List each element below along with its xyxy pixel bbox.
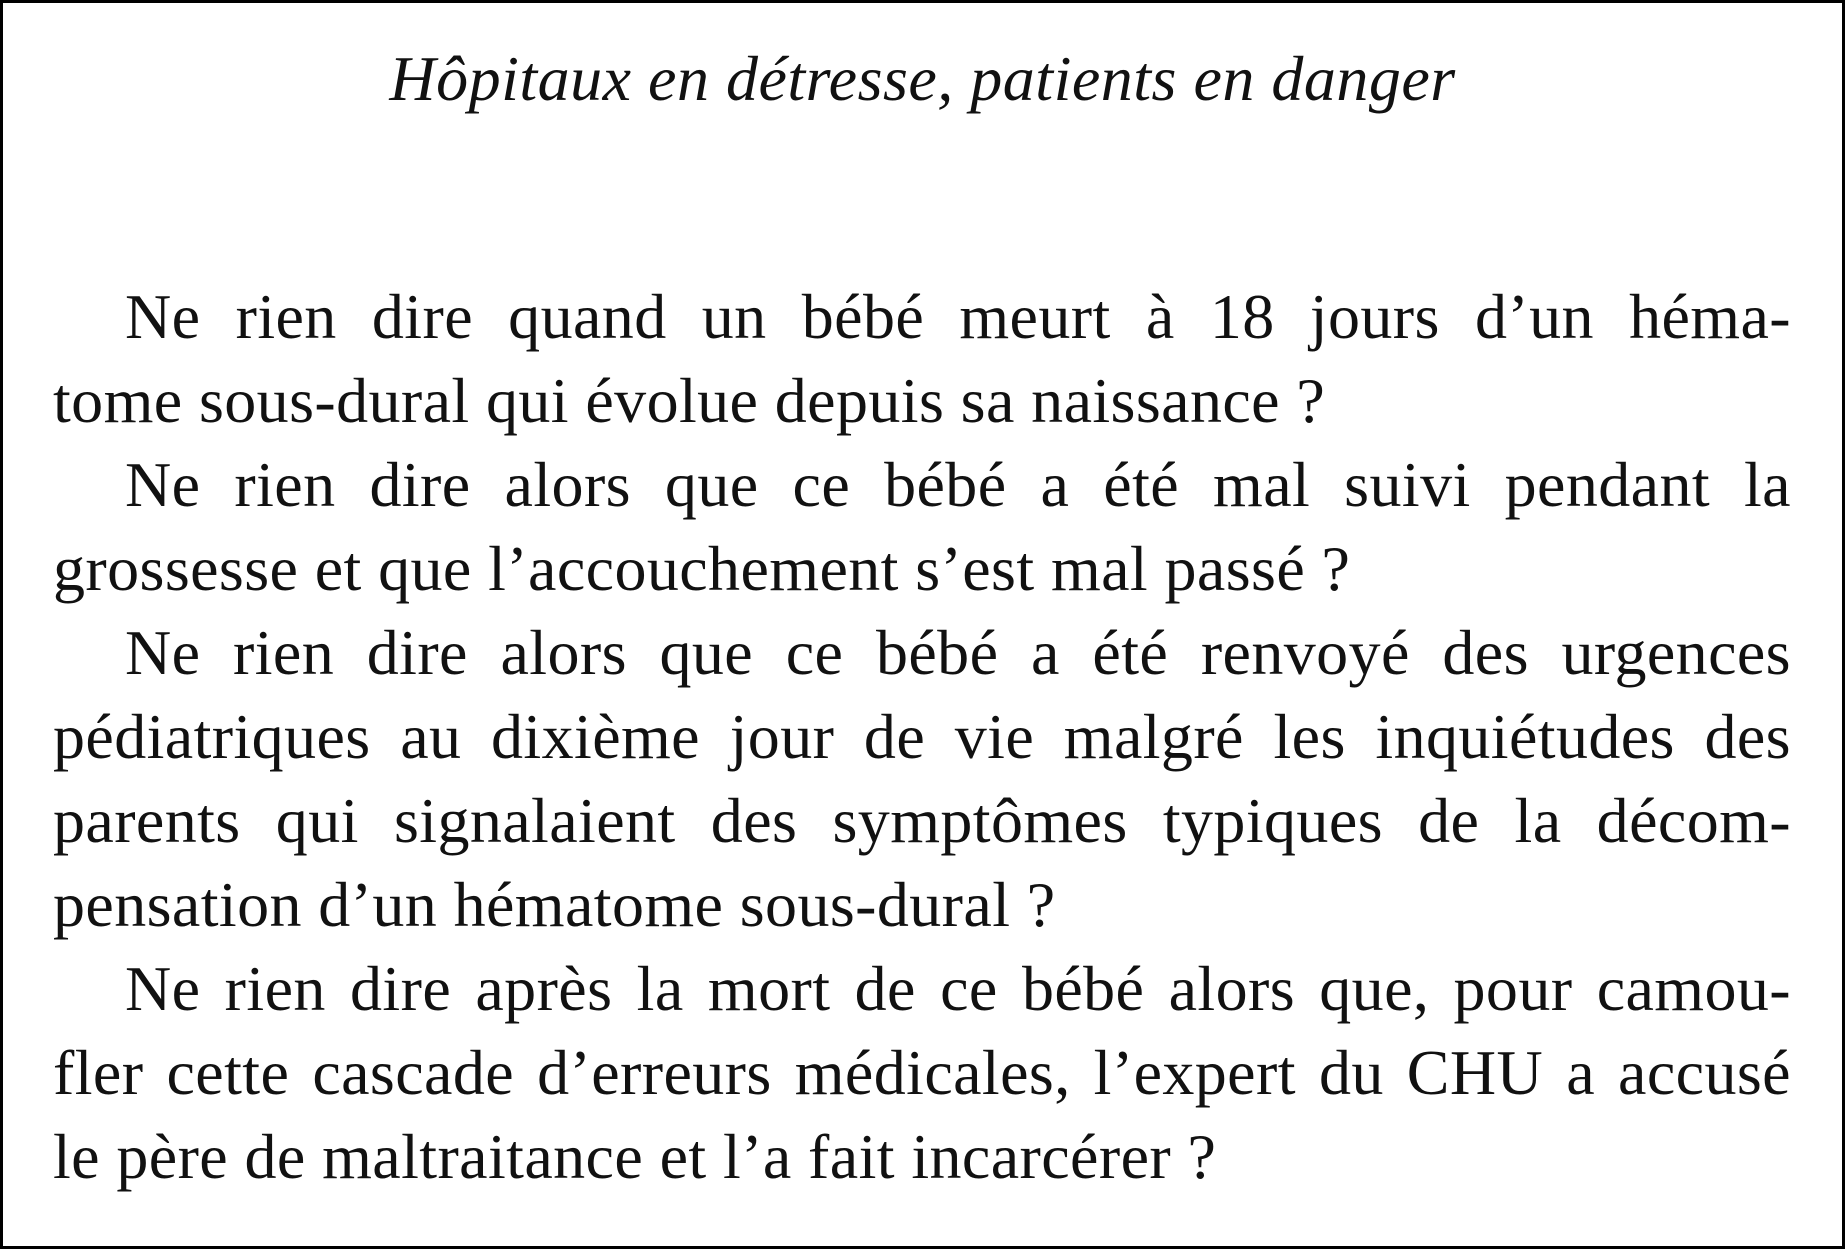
text-line: fler cette cascade d’erreurs médicales, l’expert du CHU a accusé xyxy=(53,1037,1791,1108)
paragraph-3 xyxy=(53,611,1791,947)
text-line: Ne rien dire alors que ce bébé a été mal suivi pendant la xyxy=(125,449,1791,520)
text-line: parents qui signalaient des symptômes typiques de la décom- xyxy=(53,785,1791,856)
text-line: le père de maltraitance et l’a fait incarcérer ? xyxy=(53,1121,1217,1192)
text-line: Ne rien dire après la mort de ce bébé alors que, pour camou- xyxy=(125,953,1791,1024)
body-text xyxy=(53,275,1791,1199)
text-line: pensation d’un hématome sous-dural ? xyxy=(53,869,1056,940)
text-line: grossesse et que l’accouchement s’est mal passé ? xyxy=(53,533,1351,604)
text-line: tome sous-dural qui évolue depuis sa naissance ? xyxy=(53,365,1326,436)
text-line: Ne rien dire quand un bébé meurt à 18 jours d’un héma- xyxy=(125,281,1791,352)
text-line: Ne rien dire alors que ce bébé a été renvoyé des urgences xyxy=(125,617,1791,688)
paragraph-4 xyxy=(53,947,1791,1199)
paragraph-1 xyxy=(53,275,1791,443)
paragraph-2 xyxy=(53,443,1791,611)
text-line: pédiatriques au dixième jour de vie malgré les inquiétudes des xyxy=(53,701,1791,772)
running-title: Hôpitaux en détresse, patients en danger xyxy=(389,43,1456,114)
